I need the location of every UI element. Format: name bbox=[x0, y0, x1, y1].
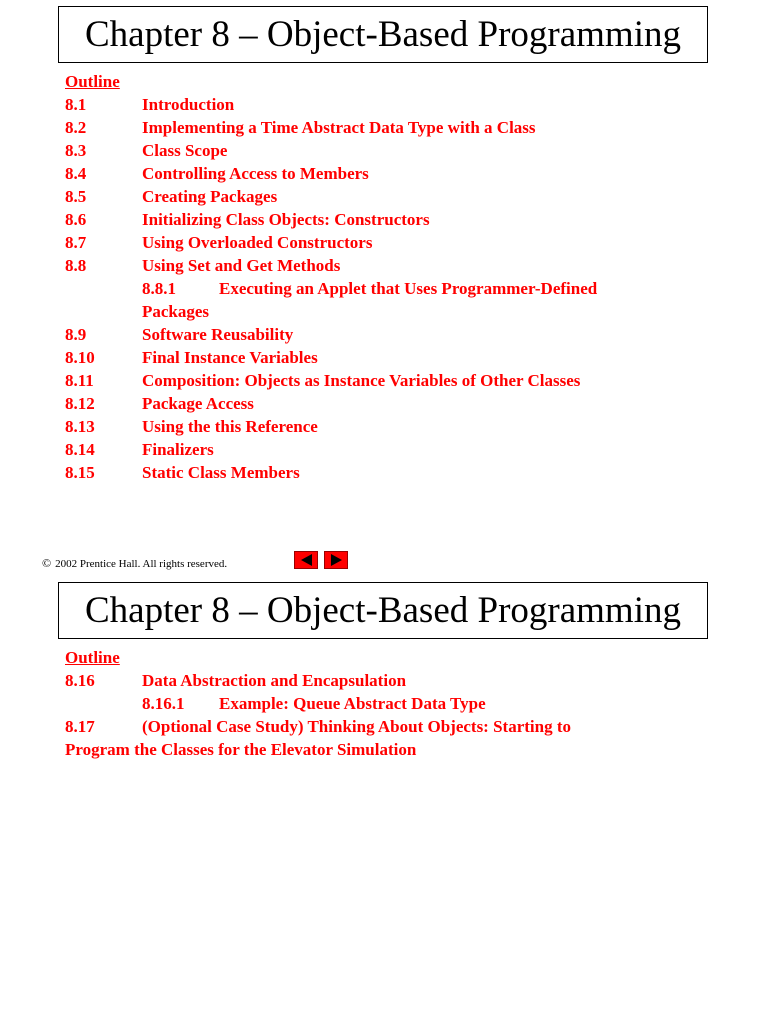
outline-item[interactable] bbox=[65, 185, 725, 208]
item-number: 8.16 bbox=[65, 671, 95, 690]
item-label: Executing an Applet that Uses Programmer-Defined bbox=[219, 279, 598, 298]
next-slide-button[interactable] bbox=[324, 551, 348, 569]
outline-item[interactable] bbox=[65, 93, 725, 116]
copyright-footer bbox=[42, 556, 227, 571]
outline-item-continuation bbox=[65, 738, 725, 761]
outline-item[interactable] bbox=[65, 461, 725, 484]
copyright-icon: © bbox=[42, 556, 52, 570]
copyright-text: 2002 Prentice Hall. All rights reserved. bbox=[55, 557, 228, 570]
item-number: 8.12 bbox=[65, 394, 95, 413]
left-triangle-icon bbox=[301, 554, 312, 566]
item-number: 8.15 bbox=[65, 463, 95, 482]
outline-item[interactable] bbox=[65, 438, 725, 461]
item-number: 8.5 bbox=[65, 187, 87, 206]
outline-heading[interactable]: Outline bbox=[65, 648, 120, 667]
item-number: 8.14 bbox=[65, 440, 95, 459]
item-label: Final Instance Variables bbox=[142, 348, 318, 367]
outline-item[interactable] bbox=[65, 669, 725, 692]
item-label: Using Set and Get Methods bbox=[142, 256, 341, 275]
slide-2 bbox=[0, 576, 768, 1024]
item-label: Data Abstraction and Encapsulation bbox=[142, 671, 407, 690]
item-number: 8.16.1 bbox=[142, 694, 185, 713]
item-label: Implementing a Time Abstract Data Type with a Class bbox=[142, 118, 536, 137]
previous-slide-button[interactable] bbox=[294, 551, 318, 569]
right-triangle-icon bbox=[331, 554, 342, 566]
item-number: 8.9 bbox=[65, 325, 87, 344]
outline bbox=[65, 70, 725, 484]
outline-item[interactable] bbox=[65, 369, 725, 392]
item-label: Controlling Access to Members bbox=[142, 164, 369, 183]
item-label: (Optional Case Study) Thinking About Objects: Starting to bbox=[142, 717, 572, 736]
item-label: Example: Queue Abstract Data Type bbox=[219, 694, 486, 713]
item-label-continued: Packages bbox=[142, 302, 210, 321]
item-label-continued: Program the Classes for the Elevator Simulation bbox=[65, 740, 417, 759]
outline-heading[interactable]: Outline bbox=[65, 72, 120, 91]
outline-item[interactable] bbox=[65, 392, 725, 415]
item-label: Introduction bbox=[142, 95, 235, 114]
item-number: 8.7 bbox=[65, 233, 87, 252]
item-number: 8.13 bbox=[65, 417, 95, 436]
slide-title: Chapter 8 – Object-Based Programming bbox=[85, 14, 681, 55]
item-number: 8.8.1 bbox=[142, 279, 176, 298]
item-number: 8.3 bbox=[65, 141, 87, 160]
slide-navigation bbox=[294, 551, 348, 569]
item-label: Creating Packages bbox=[142, 187, 278, 206]
item-number: 8.17 bbox=[65, 717, 95, 736]
item-number: 8.4 bbox=[65, 164, 87, 183]
outline-item[interactable] bbox=[65, 254, 725, 277]
outline-item[interactable] bbox=[65, 139, 725, 162]
item-label: Composition: Objects as Instance Variables of Other Classes bbox=[142, 371, 581, 390]
item-label: Using Overloaded Constructors bbox=[142, 233, 373, 252]
item-label: Using the this Reference bbox=[142, 417, 318, 436]
outline-item-continuation bbox=[65, 300, 725, 323]
item-number: 8.2 bbox=[65, 118, 87, 137]
item-number: 8.11 bbox=[65, 371, 94, 390]
item-label: Software Reusability bbox=[142, 325, 294, 344]
slide-title: Chapter 8 – Object-Based Programming bbox=[85, 590, 681, 631]
slide-title-box bbox=[58, 582, 708, 639]
slide-title-box bbox=[58, 6, 708, 63]
outline-item[interactable] bbox=[65, 208, 725, 231]
outline bbox=[65, 646, 725, 761]
outline-item[interactable] bbox=[65, 415, 725, 438]
outline-item[interactable] bbox=[65, 323, 725, 346]
item-number: 8.10 bbox=[65, 348, 95, 367]
outline-subitem[interactable] bbox=[65, 692, 725, 715]
item-label: Initializing Class Objects: Constructors bbox=[142, 210, 430, 229]
outline-item[interactable] bbox=[65, 715, 725, 738]
outline-subitem[interactable] bbox=[65, 277, 725, 300]
outline-item[interactable] bbox=[65, 162, 725, 185]
item-label: Package Access bbox=[142, 394, 254, 413]
outline-item[interactable] bbox=[65, 116, 725, 139]
item-number: 8.6 bbox=[65, 210, 87, 229]
item-label: Finalizers bbox=[142, 440, 214, 459]
outline-item[interactable] bbox=[65, 231, 725, 254]
item-label: Static Class Members bbox=[142, 463, 300, 482]
item-number: 8.1 bbox=[65, 95, 87, 114]
item-label: Class Scope bbox=[142, 141, 228, 160]
item-number: 8.8 bbox=[65, 256, 87, 275]
outline-item[interactable] bbox=[65, 346, 725, 369]
